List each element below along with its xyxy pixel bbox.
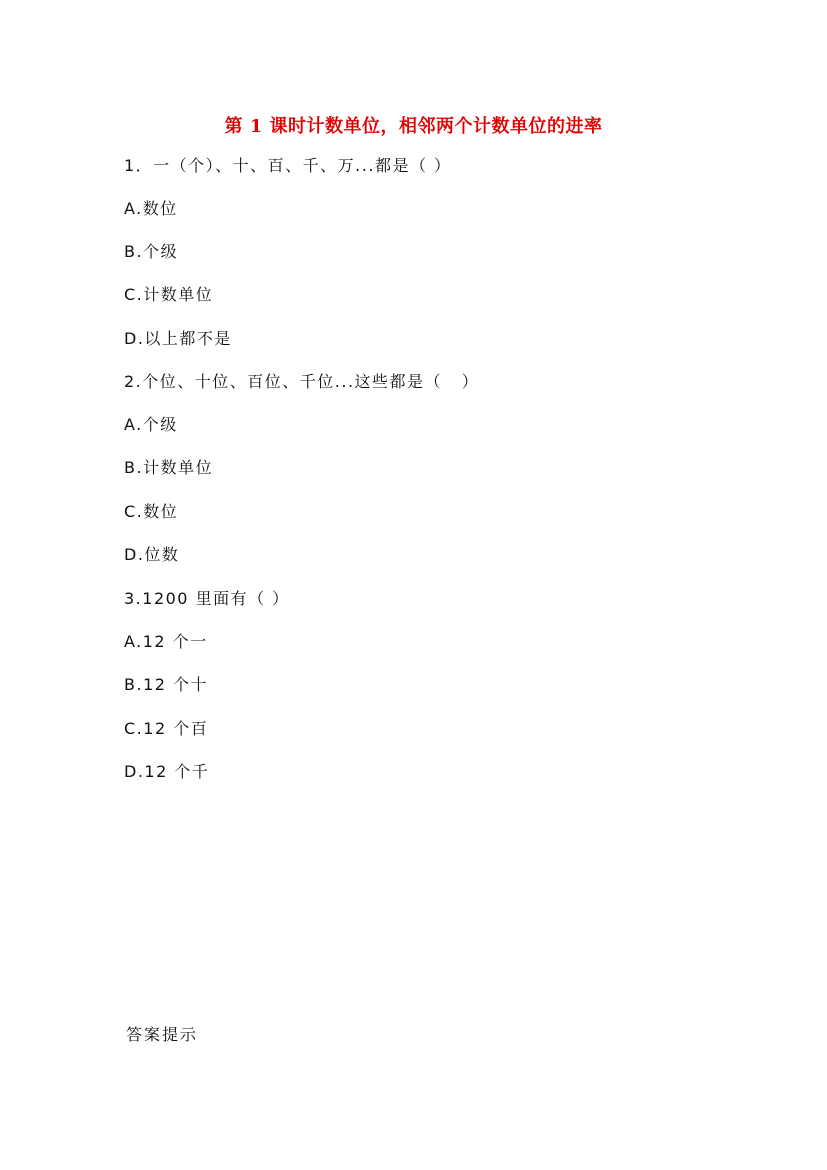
question-3-option-d: D.12 个千 xyxy=(124,762,210,781)
question-1-option-a: A.数位 xyxy=(124,199,178,218)
question-2-option-b: B.计数单位 xyxy=(124,458,214,477)
question-3-option-c: C.12 个百 xyxy=(124,719,209,738)
answer-section-title: 答案提示 xyxy=(126,1025,199,1044)
question-2-option-c: C.数位 xyxy=(124,502,179,521)
question-1-stem: 1．一（个）、十、百、千、万...都是（ ） xyxy=(124,156,452,175)
question-1-option-c: C.计数单位 xyxy=(124,285,214,304)
page-title: 第 1 课时计数单位，相邻两个计数单位的进率 xyxy=(224,116,603,137)
question-2-option-a: A.个级 xyxy=(124,415,178,434)
question-3-stem: 3.1200 里面有（ ） xyxy=(124,589,290,608)
question-2-option-d: D.位数 xyxy=(124,545,180,564)
question-1-option-b: B.个级 xyxy=(124,242,179,261)
question-3-option-b: B.12 个十 xyxy=(124,675,209,694)
question-2-stem: 2.个位、十位、百位、千位...这些都是（ ） xyxy=(124,372,480,391)
question-3-option-a: A.12 个一 xyxy=(124,632,208,651)
question-1-option-d: D.以上都不是 xyxy=(124,329,232,348)
